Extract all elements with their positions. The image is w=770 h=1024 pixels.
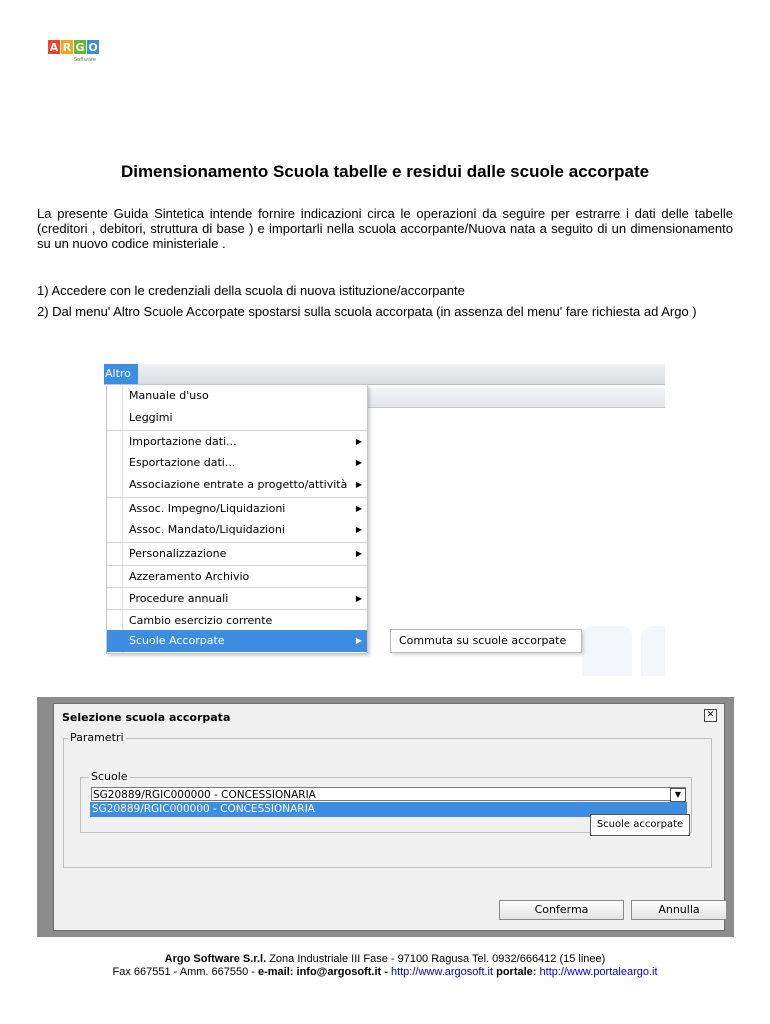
menu-item-azzeramento[interactable]	[107, 565, 367, 588]
submenu-arrow-icon: ▶	[355, 458, 362, 467]
footer-company: Argo Software S.r.l.	[164, 953, 267, 965]
watermark-shape	[582, 626, 632, 676]
menu-item-label: Scuole Accorpate	[129, 634, 225, 647]
logo-subtitle: Software	[74, 57, 97, 63]
menu-item-label: Associazione entrate a progetto/attività	[129, 478, 348, 491]
dialog-title: Selezione scuola accorpata	[62, 711, 231, 724]
menu-item-cambio-esercizio[interactable]	[107, 609, 367, 632]
footer-line-2	[0, 966, 770, 978]
step-2: 2) Dal menu' Altro Scuole Accorpate spostarsi sulla scuola accorpata (in assenza del menu' fare richiesta ad Argo )	[37, 304, 697, 319]
menu-item-label: Procedure annuali	[129, 592, 229, 605]
logo-letter: O	[88, 40, 98, 54]
menu-item-importazione[interactable]	[107, 430, 367, 453]
menu-item-procedure-annuali[interactable]	[107, 587, 367, 610]
scuole-option[interactable]: SG20889/RGIC000000 - CONCESSIONARIA	[90, 802, 687, 817]
chevron-down-icon[interactable]: ▼	[670, 788, 686, 802]
menu-item-label: Manuale d'uso	[129, 389, 209, 402]
submenu-arrow-icon: ▶	[355, 594, 362, 603]
document-title: Dimensionamento Scuola tabelle e residui dalle scuole accorpate	[120, 162, 650, 181]
submenu-arrow-icon: ▶	[355, 504, 362, 513]
menu-bar	[104, 364, 665, 385]
submenu-commuta[interactable]	[390, 629, 582, 653]
footer-site-link[interactable]: http://www.argosoft.it	[390, 966, 494, 978]
submenu-arrow-icon: ▶	[355, 525, 362, 534]
submenu-arrow-icon: ▶	[355, 437, 362, 446]
logo-letter: G	[75, 40, 85, 54]
selection-dialog	[53, 703, 725, 931]
menu-item-label: Assoc. Impegno/Liquidazioni	[129, 502, 286, 515]
scuole-select[interactable]: SG20889/RGIC000000 - CONCESSIONARIA	[91, 787, 686, 801]
confirm-button[interactable]: Conferma	[499, 900, 624, 920]
logo-letter: A	[49, 40, 59, 54]
menu-item-scuole-accorpate[interactable]	[107, 630, 367, 652]
menu-item-assoc-mandato[interactable]	[107, 519, 367, 541]
menu-item-label: Assoc. Mandato/Liquidazioni	[129, 523, 285, 536]
menu-item-label: Personalizzazione	[129, 547, 227, 560]
submenu-arrow-icon: ▶	[355, 549, 362, 558]
menu-item-label: Leggimi	[129, 411, 173, 424]
step-1: 1) Accedere con le credenziali della scuola di nuova istituzione/accorpante	[37, 283, 465, 298]
menu-altro[interactable]: Altro	[104, 364, 138, 384]
menu-item-assoc-impegno[interactable]	[107, 497, 367, 520]
cancel-button[interactable]: Annulla	[631, 900, 727, 920]
menu-item-esportazione[interactable]	[107, 452, 367, 474]
menu-item-leggimi[interactable]	[107, 407, 367, 429]
submenu-arrow-icon: ▶	[355, 636, 362, 645]
menu-item-manuale[interactable]	[107, 385, 367, 407]
toolbar-strip	[366, 388, 665, 408]
footer-line-1	[0, 953, 770, 965]
menu-item-associazione-entrate[interactable]	[107, 474, 367, 496]
argo-logo	[48, 40, 100, 54]
altro-dropdown	[106, 384, 368, 654]
parametri-legend: Parametri	[70, 731, 124, 744]
close-icon[interactable]: ✕	[704, 709, 717, 722]
footer-address: Zona Industriale III Fase - 97100 Ragusa Tel. 0932/666412 (15 linee)	[266, 953, 606, 965]
footer-fax: Fax 667551 - Amm. 667550 -	[112, 966, 258, 978]
scuole-legend: Scuole	[91, 770, 128, 783]
submenu-item-label: Commuta su scuole accorpate	[399, 634, 567, 647]
menu-item-label: Importazione dati...	[129, 435, 237, 448]
menu-item-label: Cambio esercizio corrente	[129, 614, 273, 627]
submenu-arrow-icon: ▶	[355, 480, 362, 489]
footer-portal-label: portale:	[493, 966, 540, 978]
footer-portal-link[interactable]: http://www.portaleargo.it	[539, 966, 658, 978]
watermark-shape	[641, 626, 665, 676]
menu-item-label: Esportazione dati...	[129, 456, 236, 469]
menu-item-label: Azzeramento Archivio	[129, 570, 250, 583]
menu-screenshot	[104, 364, 665, 676]
intro-paragraph: La presente Guida Sintetica intende fornire indicazioni circa le operazioni da seguire per estrarre i dati delle tabelle (creditori , debitori, struttura di base ) e importarli nella scuola accorpante/Nuova nata a seguito di un dimensionamento su un nuovo codice ministeriale .	[37, 206, 733, 251]
dialog-screenshot	[37, 697, 734, 937]
menu-item-personalizzazione[interactable]	[107, 542, 367, 565]
logo-letter: R	[62, 40, 72, 54]
tooltip: Scuole accorpate	[590, 814, 690, 836]
footer-email: e-mail: info@argosoft.it -	[258, 966, 391, 978]
